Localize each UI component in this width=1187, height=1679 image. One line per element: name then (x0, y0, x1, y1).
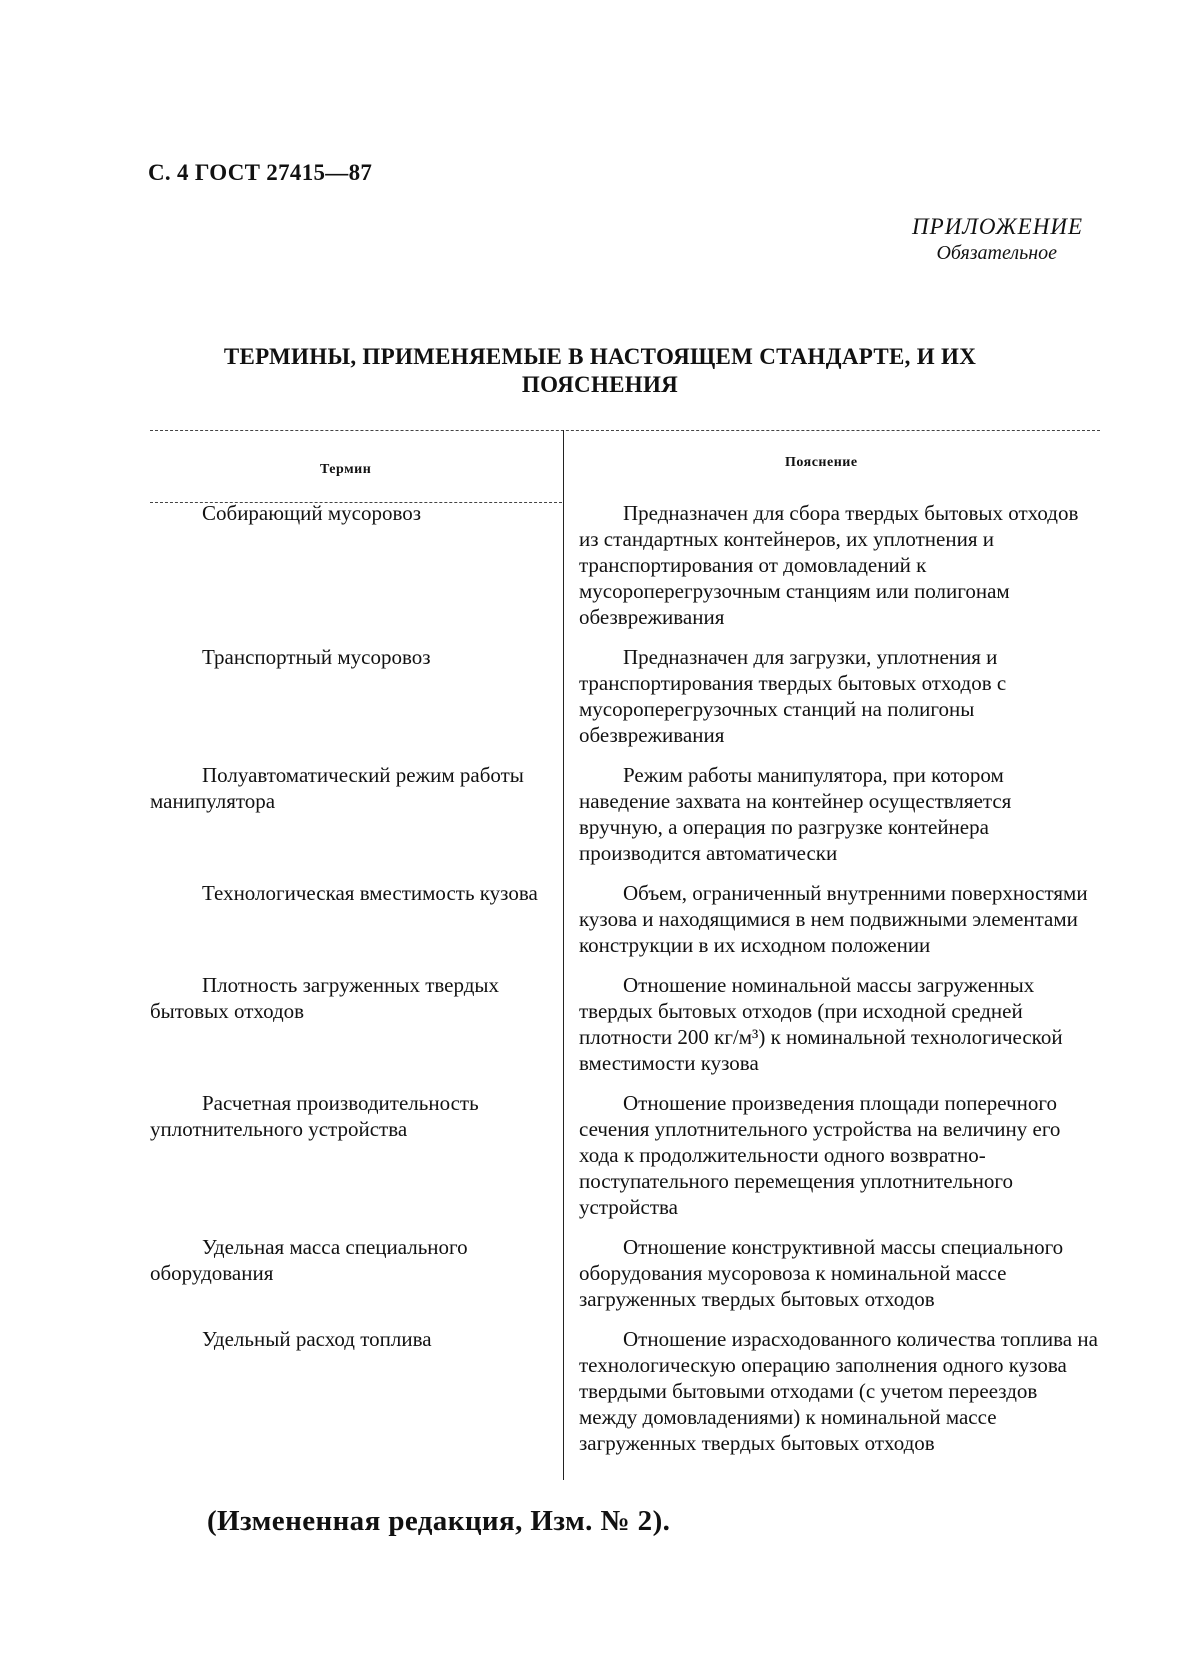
explanation-cell (573, 762, 1100, 880)
document-title-line1: ТЕРМИНЫ, ПРИМЕНЯЕМЫЕ В НАСТОЯЩЕМ СТАНДАРТЕ, И ИХ (223, 344, 977, 369)
explanation-text: Объем, ограниченный внутренними поверхностями кузова и находящимися в нем подвижными элементами конструкции в их исходном положении (579, 881, 1088, 957)
term-cell (150, 1090, 573, 1234)
appendix-label (912, 214, 1083, 265)
table-row (150, 762, 1100, 880)
document-title (150, 343, 1050, 399)
appendix-title: ПРИЛОЖЕНИЕ (912, 214, 1083, 239)
header-term: Термин (320, 462, 372, 477)
table-row (150, 500, 1100, 644)
header-explanation: Пояснение (785, 455, 858, 470)
explanation-cell (573, 500, 1100, 644)
term-cell (150, 1326, 573, 1470)
explanation-text: Отношение израсходованного количества топлива на технологическую операцию заполнения одного кузова твердыми бытовыми отходами (с учетом переездов между домовладениями) к номинальной массе загруженных твердых бытовых отходов (579, 1327, 1098, 1455)
table-row (150, 1326, 1100, 1470)
term-text: Полуавтоматический режим работы манипулятора (150, 763, 524, 813)
table-row (150, 1090, 1100, 1234)
explanation-text: Отношение конструктивной массы специального оборудования мусоровоза к номинальной массе загруженных твердых бытовых отходов (579, 1235, 1064, 1311)
appendix-subtitle: Обязательное (936, 242, 1057, 264)
table-row (150, 880, 1100, 972)
term-text: Удельная масса специального оборудования (150, 1235, 468, 1285)
table-top-rule (150, 430, 1100, 431)
explanation-cell (573, 1326, 1100, 1470)
page-header: С. 4 ГОСТ 27415—87 (148, 160, 373, 185)
term-cell (150, 644, 573, 762)
term-text: Технологическая вместимость кузова (202, 881, 538, 905)
explanation-text: Режим работы манипулятора, при котором наведение захвата на контейнер осуществляется вручную, а операция по разгрузке контейнера производится автоматически (579, 763, 1012, 865)
terms-table (150, 500, 1100, 1470)
explanation-cell (573, 1090, 1100, 1234)
term-cell (150, 880, 573, 972)
table-row (150, 644, 1100, 762)
table-row (150, 1234, 1100, 1326)
term-cell (150, 500, 573, 644)
table-row (150, 972, 1100, 1090)
term-text: Расчетная производительность уплотнительного устройства (150, 1091, 479, 1141)
document-title-line2: ПОЯСНЕНИЯ (521, 372, 679, 397)
term-cell (150, 762, 573, 880)
explanation-cell (573, 644, 1100, 762)
term-cell (150, 1234, 573, 1326)
explanation-cell (573, 972, 1100, 1090)
term-text: Собирающий мусоровоз (202, 501, 422, 525)
explanation-cell (573, 1234, 1100, 1326)
explanation-text: Предназначен для загрузки, уплотнения и транспортирования твердых бытовых отходов с мусороперегрузочных станций на полигоны обезвреживания (579, 645, 1007, 747)
term-text: Удельный расход топлива (202, 1327, 432, 1351)
amendment-note: (Измененная редакция, Изм. № 2). (207, 1505, 671, 1537)
explanation-text: Отношение произведения площади поперечного сечения уплотнительного устройства на величину его хода к продолжительности одного возвратно-поступательного перемещения уплотнительного устройства (579, 1091, 1061, 1219)
explanation-text: Предназначен для сбора твердых бытовых отходов из стандартных контейнеров, их уплотнения и транспортирования от домовладений к мусороперегрузочным станциям или полигонам обезвреживания (579, 501, 1079, 629)
term-text: Транспортный мусоровоз (202, 645, 431, 669)
term-cell (150, 972, 573, 1090)
explanation-cell (573, 880, 1100, 972)
explanation-text: Отношение номинальной массы загруженных твердых бытовых отходов (при исходной средней плотности 200 кг/м³) к номинальной технологической вместимости кузова (579, 973, 1063, 1075)
term-text: Плотность загруженных твердых бытовых отходов (150, 973, 500, 1023)
